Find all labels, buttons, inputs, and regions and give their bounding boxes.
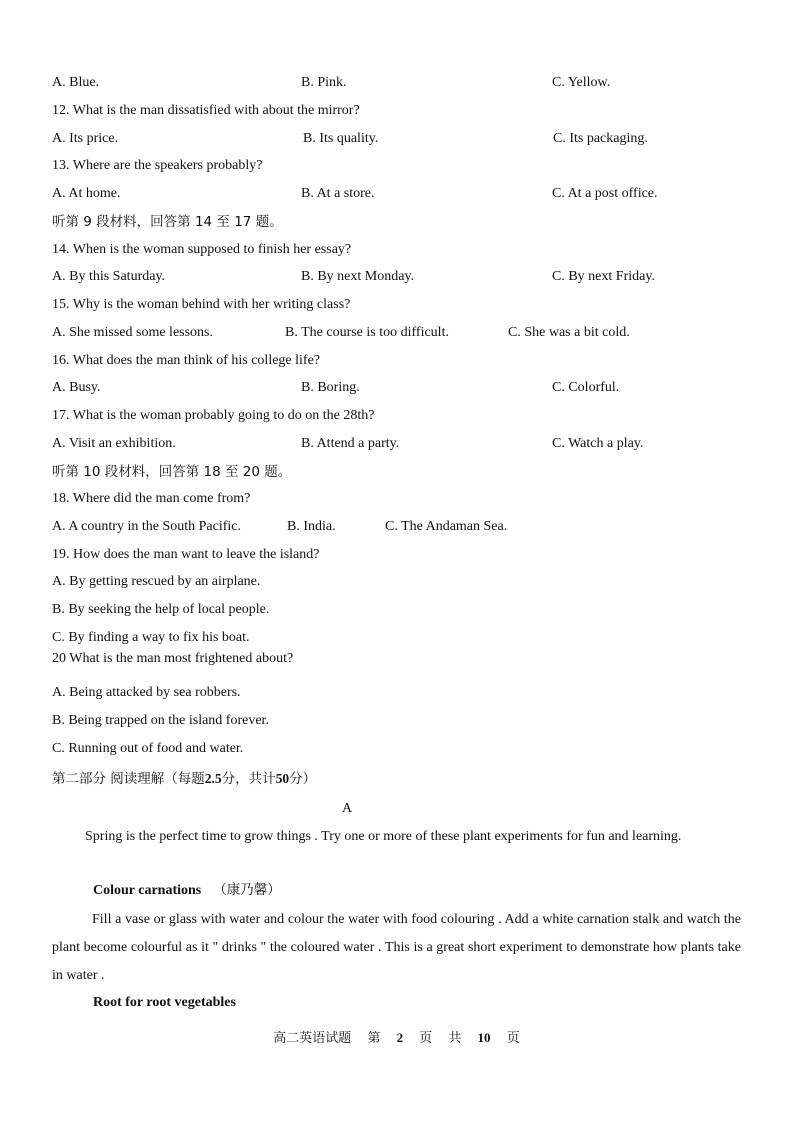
- q17-option-a: A. Visit an exhibition.: [52, 436, 176, 451]
- q15-stem: 15. Why is the woman behind with her writing class?: [52, 297, 351, 312]
- footer-subject: 高二英语试题: [273, 1031, 352, 1046]
- q12-option-b: B. Its quality.: [303, 131, 379, 146]
- q19-option-c: C. By finding a way to fix his boat.: [52, 630, 250, 645]
- q14-option-c: C. By next Friday.: [552, 269, 655, 284]
- footer-page-number: 2: [396, 1030, 404, 1045]
- section-9-instruction: 听第 9 段材料，回答第 14 至 17 题。: [52, 214, 283, 230]
- page-footer: [0, 1027, 793, 1046]
- passage-label: A: [342, 801, 353, 816]
- passage-intro: Spring is the perfect time to grow things . Try one or more of these plant experiments for fun and learning.: [85, 829, 682, 844]
- carnations-heading-cn: （康乃馨）: [213, 882, 281, 898]
- q18-option-a: A. A country in the South Pacific.: [52, 519, 241, 534]
- q20-option-b: B. Being trapped on the island forever.: [52, 713, 269, 728]
- q19-option-a: A. By getting rescued by an airplane.: [52, 574, 261, 589]
- part-2-title: 第二部分 阅读理解: [52, 771, 165, 787]
- q11-option-c: C. Yellow.: [552, 75, 611, 90]
- q16-option-c: C. Colorful.: [552, 380, 620, 395]
- carnations-heading: [93, 881, 281, 900]
- q17-option-b: B. Attend a party.: [301, 436, 400, 451]
- q12-option-a: A. Its price.: [52, 131, 119, 146]
- q18-stem: 18. Where did the man come from?: [52, 491, 251, 506]
- q20-stem: 20 What is the man most frightened about?: [52, 651, 294, 666]
- q13-option-c: C. At a post office.: [552, 186, 658, 201]
- footer-di: 第: [367, 1031, 381, 1046]
- q11-option-a: A. Blue.: [52, 75, 100, 90]
- carnations-heading-en: Colour carnations: [93, 883, 202, 898]
- q11-option-b: B. Pink.: [301, 75, 347, 90]
- q18-option-c: C. The Andaman Sea.: [385, 519, 508, 534]
- carnations-body: Fill a vase or glass with water and colour the water with food colouring . Add a white carnation stalk and watch the plant become colourful as it " drinks " the coloured water . This is a great short experiment to demonstrate how plants take in water .: [52, 912, 741, 983]
- q19-option-b: B. By seeking the help of local people.: [52, 602, 270, 617]
- q14-stem: 14. When is the woman supposed to finish her essay?: [52, 242, 352, 257]
- footer-total-pages: 10: [477, 1030, 491, 1045]
- part-2-note-suffix: 分）: [289, 771, 317, 787]
- footer-gong: 共: [448, 1031, 462, 1046]
- q15-option-b: B. The course is too difficult.: [285, 325, 449, 340]
- section-10-instruction: 听第 10 段材料，回答第 18 至 20 题。: [52, 464, 292, 480]
- q12-stem: 12. What is the man dissatisfied with about the mirror?: [52, 103, 360, 118]
- q15-option-a: A. She missed some lessons.: [52, 325, 213, 340]
- q16-option-b: B. Boring.: [301, 380, 360, 395]
- q17-stem: 17. What is the woman probably going to do on the 28th?: [52, 408, 375, 423]
- footer-ye2: 页: [506, 1031, 520, 1046]
- part-2-score-total: 50: [275, 771, 290, 786]
- q14-option-b: B. By next Monday.: [301, 269, 415, 284]
- part-2-note-mid: 分，共计: [221, 771, 276, 787]
- q19-stem: 19. How does the man want to leave the island?: [52, 547, 320, 562]
- footer-ye: 页: [419, 1031, 433, 1046]
- q14-option-a: A. By this Saturday.: [52, 269, 166, 284]
- q20-option-c: C. Running out of food and water.: [52, 741, 244, 756]
- root-vegetables-heading: Root for root vegetables: [93, 995, 236, 1010]
- q17-option-c: C. Watch a play.: [552, 436, 644, 451]
- part-2-note-prefix: （每题: [164, 771, 205, 787]
- q12-option-c: C. Its packaging.: [553, 131, 648, 146]
- q13-option-b: B. At a store.: [301, 186, 375, 201]
- q16-stem: 16. What does the man think of his college life?: [52, 353, 321, 368]
- part-2-score-each: 2.5: [204, 771, 222, 786]
- q13-option-a: A. At home.: [52, 186, 121, 201]
- q16-option-a: A. Busy.: [52, 380, 101, 395]
- q20-option-a: A. Being attacked by sea robbers.: [52, 685, 241, 700]
- q18-option-b: B. India.: [287, 519, 336, 534]
- q15-option-c: C. She was a bit cold.: [508, 325, 630, 340]
- q13-stem: 13. Where are the speakers probably?: [52, 158, 263, 173]
- part-2-heading: [52, 770, 316, 788]
